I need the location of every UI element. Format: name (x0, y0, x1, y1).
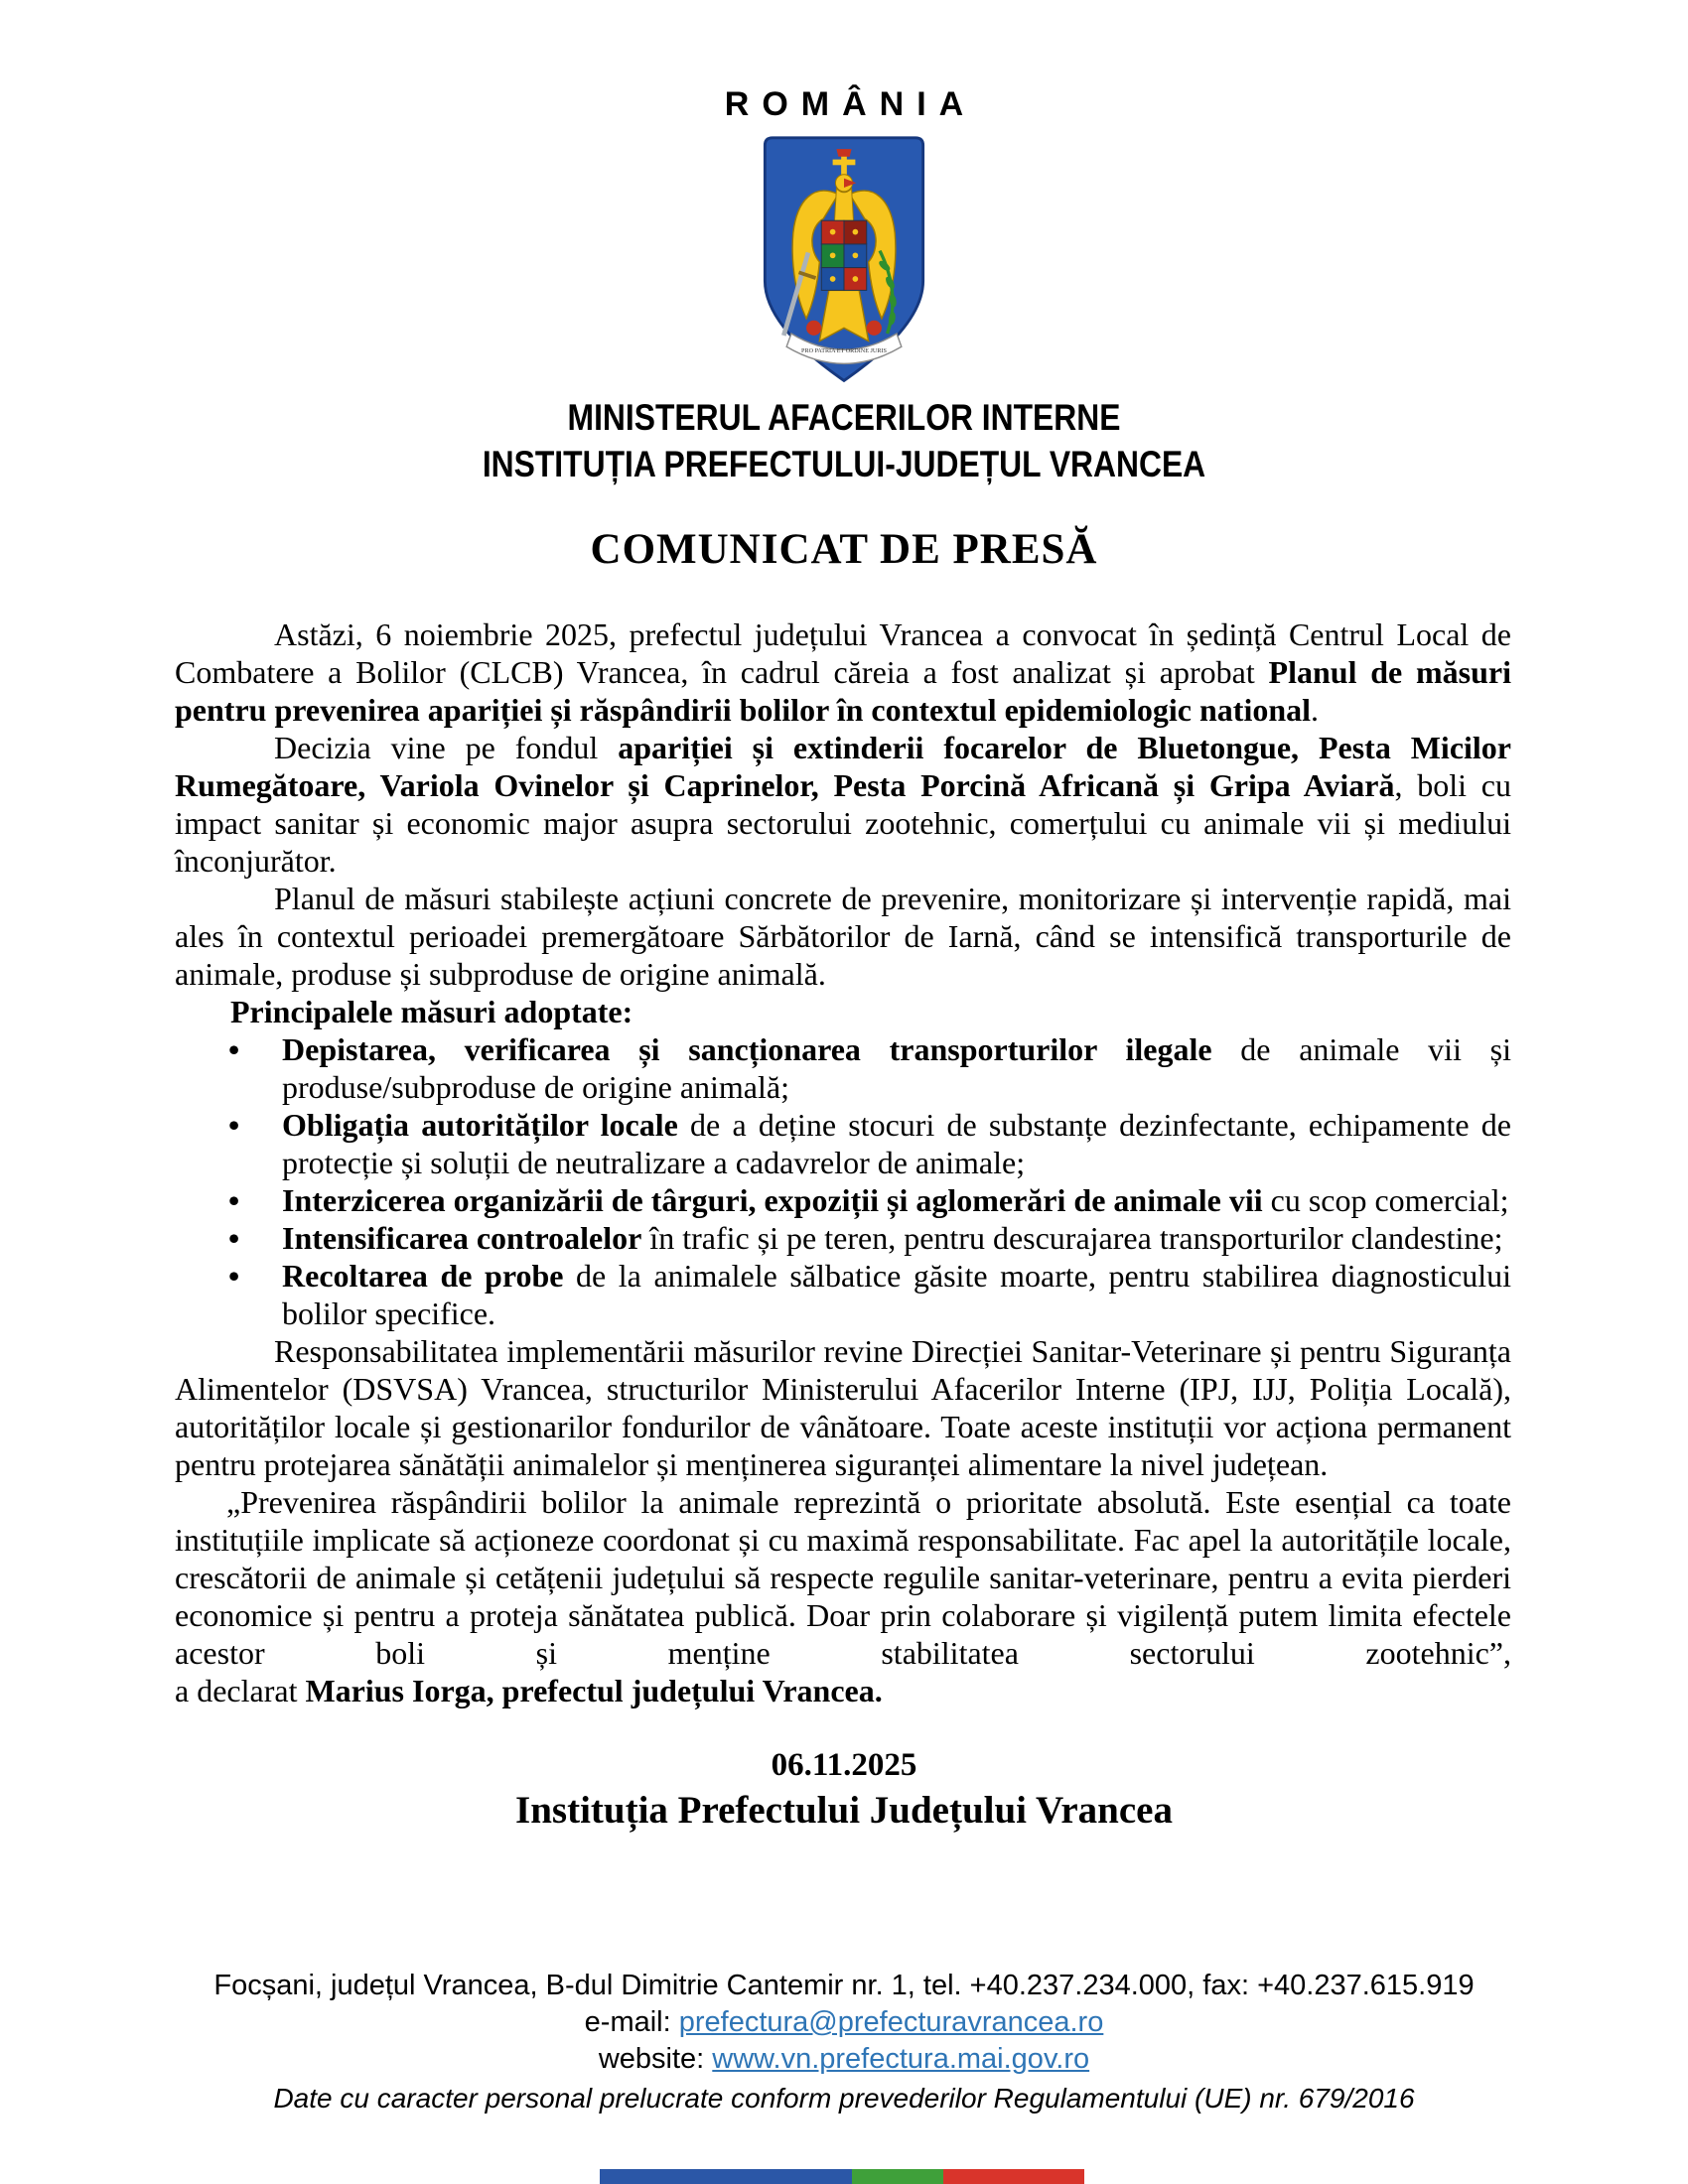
paragraph (230, 993, 1511, 1030)
text-run: de la animalele sălbatice găsite moarte, pentru stabilirea diagnosticului bolilor specifice. (282, 1258, 1512, 1331)
bold-text-run: Depistarea, verificarea și sancționarea transporturilor ilegale (282, 1031, 1212, 1067)
bullet-item (282, 1181, 1511, 1219)
footer-email-link[interactable]: prefectura@prefecturavrancea.ro (678, 2006, 1104, 2038)
paragraph (175, 729, 1511, 880)
footer-website-label: website: (598, 2043, 713, 2075)
bold-text-run: Interzicerea organizării de târguri, expoziții și aglomerări de animale vii (282, 1182, 1263, 1218)
eagle-body (835, 189, 854, 220)
footer-email-line (0, 2004, 1688, 2041)
text-run: cu scop comercial; (1262, 1182, 1509, 1218)
text-run: Astăzi, 6 noiembrie 2025, prefectul județului Vrancea a convocat în ședință Centrul Local de Combatere a Bolilor (CLCB) Vrancea, în cadrul căreia a fost analizat și aprobat (175, 616, 1511, 690)
document-header (0, 0, 1688, 487)
measures-list (175, 1030, 1511, 1332)
breast-shield (821, 220, 867, 290)
bar-segment-green (852, 2169, 944, 2184)
bold-text-run: Planul de măsuri pentru prevenirea apariției și răspândirii bolilor în contextul epidemiologic national (175, 654, 1512, 728)
bullet-item (282, 1219, 1511, 1257)
ministry-title: MINISTERUL AFACERILOR INTERNE (567, 397, 1121, 438)
bold-text-run: Obligația autorităților locale (282, 1107, 678, 1143)
institution-title: INSTITUȚIA PREFECTULUI-JUDEȚUL VRANCEA (482, 444, 1206, 484)
paragraph (175, 1672, 1511, 1709)
text-run: Planul de măsuri stabilește acțiuni concrete de prevenire, monitorizare și intervenție rapidă, mai ales în contextul perioadei premergătoare Sărbătorilor de Iarnă, când se intensifică transporturile de animale, produse și subproduse de origine animală. (175, 881, 1511, 992)
text-run: , boli cu impact sanitar și economic major asupra sectorului zootehnic, comerțului cu animale vii și mediului înconjurător. (175, 767, 1511, 879)
bold-text-run: Marius Iorga, prefectul județului Vrancea. (305, 1673, 883, 1708)
footer-website-link[interactable]: www.vn.prefectura.mai.gov.ro (712, 2043, 1090, 2075)
left-tassel (806, 321, 821, 336)
bottom-color-bar (600, 2169, 1084, 2184)
coat-of-arms-motto: PRO PATRIA ET ORDINE JURIS (801, 347, 887, 354)
footer-address: Focșani, județul Vrancea, B-dul Dimitrie Cantemir nr. 1, tel. +40.237.234.000, fax: +40.237.615.919 (213, 1970, 1475, 2001)
paragraph (175, 1483, 1511, 1672)
footer-website-line (0, 2041, 1688, 2078)
text-run: de a deține stocuri de substanțe dezinfectante, echipamente de protecție și soluții de neutralizare a cadavrelor de animale; (282, 1107, 1512, 1180)
footer-gdpr-note: Date cu caracter personal prelucrate conform prevederilor Regulamentului (UE) nr. 679/2016 (273, 2083, 1415, 2114)
text-run: în trafic și pe teren, pentru descurajarea transporturilor clandestine; (641, 1220, 1503, 1256)
paragraph (175, 1332, 1511, 1483)
bar-segment-blue (600, 2169, 852, 2184)
footer-email-label: e-mail: (584, 2006, 679, 2038)
right-tassel (867, 321, 882, 336)
crown-icon (836, 149, 851, 157)
paragraph (175, 880, 1511, 993)
bullet-item (282, 1257, 1511, 1332)
bold-text-run: Intensificarea controalelor (282, 1220, 642, 1256)
text-run: Responsabilitatea implementării măsurilor revine Direcției Sanitar-Veterinare și pentru Siguranța Alimentelor (DSVSA) Vrancea, structurilor Ministerului Afacerilor Interne (IPJ, IJJ, Poliția Locală), autorităților locale și gestionarilor fondurilor de vânătoare. Toate aceste instituții vor acționa permanent pentru protejarea sănătății animalelor și menținerea siguranței alimentare la nivel județean. (175, 1333, 1511, 1482)
bold-text-run: apariției și extinderii focarelor de Bluetongue, Pesta Micilor Rumegătoare, Variola Ovinelor și Caprinelor, Pesta Porcină Africană și Gripa Aviară (175, 730, 1512, 803)
paragraph (175, 615, 1511, 729)
body-paragraphs (175, 615, 1511, 1709)
text-run: . (1311, 692, 1320, 728)
signature-date: 06.11.2025 (771, 1747, 917, 1783)
bullet-item (282, 1030, 1511, 1106)
bold-text-run: Recoltarea de probe (282, 1258, 564, 1294)
coat-of-arms (757, 134, 931, 388)
bold-text-run: Principalele măsuri adoptate: (230, 994, 633, 1029)
text-run: de animale vii și produse/subproduse de origine animală; (282, 1031, 1512, 1105)
bar-segment-red (943, 2169, 1084, 2184)
bullet-item (282, 1106, 1511, 1181)
signature-institution: Instituția Prefectului Județului Vrancea (515, 1789, 1173, 1832)
document-title: COMUNICAT DE PRESĂ (590, 526, 1098, 573)
text-run: a declarat (175, 1673, 306, 1708)
cross-bar-icon (833, 160, 856, 166)
document-footer (0, 1968, 1688, 2116)
text-run: „Prevenirea răspândirii bolilor la animale reprezintă o prioritate absolută. Este esențial ca toate instituțiile implicate să acționeze coordonat și cu maximă responsabilitate. Fac apel la autoritățile locale, crescătorii de animale și cetățenii județului să respecte regulile sanitar-veterinare, pentru a evita pierderi economice și pentru a proteja sănătatea publică. Doar prin colaborare și vigilență putem limita efectele acestor boli și menține stabilitatea sectorului zootehnic”, (175, 1484, 1511, 1671)
text-run: Decizia vine pe fondul (274, 730, 619, 765)
country-title: ROMÂNIA (724, 85, 977, 123)
